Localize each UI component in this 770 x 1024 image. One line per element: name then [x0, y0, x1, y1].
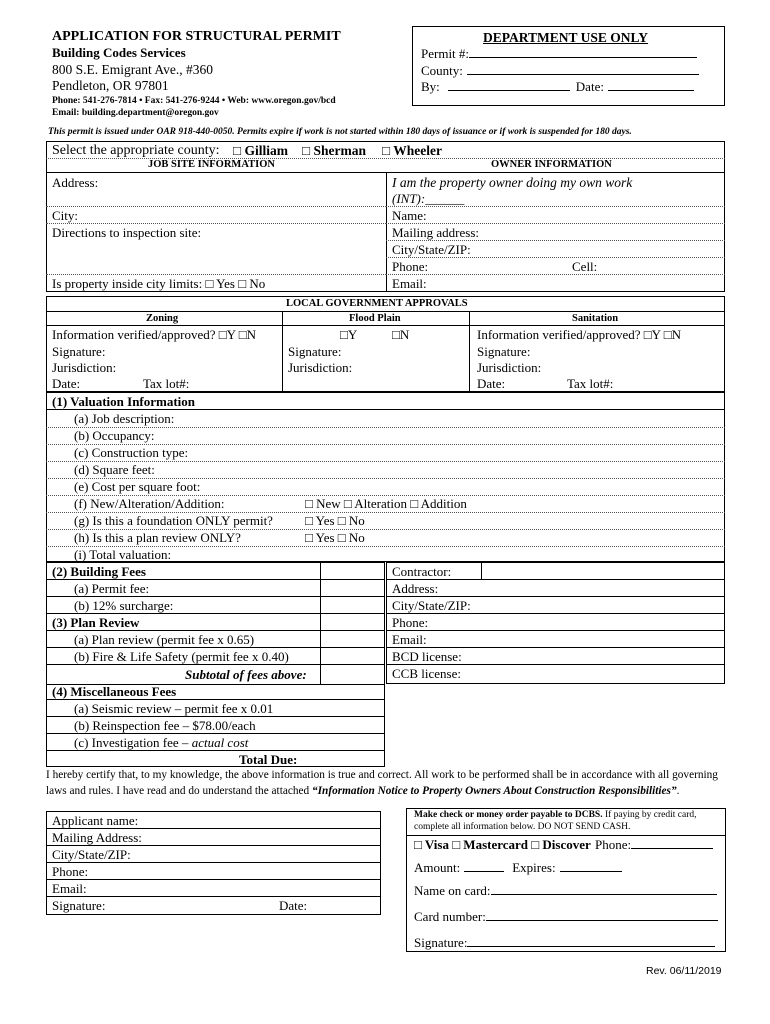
foundation-only-options[interactable]: □ Yes □ No — [305, 513, 365, 528]
certification-period: . — [676, 785, 680, 797]
ccb-license-field[interactable]: CCB license: — [392, 666, 461, 681]
owner-info-heading: OWNER INFORMATION — [491, 159, 612, 170]
contractor-csz-field[interactable]: City/State/ZIP: — [392, 598, 471, 613]
investigation-fee-label: (c) Investigation fee – — [74, 735, 192, 750]
owner-email-field[interactable]: Email: — [392, 276, 427, 291]
owner-name-field[interactable]: Name: — [392, 208, 427, 223]
flood-plain-heading: Flood Plain — [349, 313, 401, 324]
approvals-heading: LOCAL GOVERNMENT APPROVALS — [286, 298, 468, 309]
zoning-verified-field[interactable]: Information verified/approved? □Y □N — [52, 327, 257, 342]
certification-line-1: I hereby certify that, to my knowledge, the above information is true and correct. All work to be performed shall be in accordance with all governing — [46, 769, 718, 781]
org-contact: Phone: 541-276-7814 • Fax: 541-276-9244 • Web: www.oregon.gov/bcd — [52, 96, 336, 106]
owner-mailing-field[interactable]: Mailing address: — [392, 225, 480, 240]
payment-signature-field[interactable] — [414, 935, 715, 950]
owner-phone-field[interactable]: Phone: — [392, 259, 429, 274]
applicant-signature-field[interactable]: Signature: — [52, 898, 106, 913]
flood-signature-field[interactable]: Signature: — [288, 344, 342, 359]
payment-signature-label: Signature: — [414, 935, 468, 950]
surcharge-field[interactable]: (b) 12% surcharge: — [74, 598, 174, 613]
valuation-heading: (1) Valuation Information — [52, 394, 196, 409]
plan-review-fee-field[interactable]: (a) Plan review (permit fee x 0.65) — [74, 632, 255, 647]
zoning-signature-field[interactable]: Signature: — [52, 344, 106, 359]
applicant-name-field[interactable]: Applicant name: — [52, 813, 139, 828]
credit-card-note: If paying by credit card, — [602, 810, 697, 820]
county-option-wheeler[interactable]: □ Wheeler — [382, 143, 443, 158]
flood-yes-checkbox[interactable]: □Y — [340, 327, 358, 342]
payment-phone-field[interactable] — [595, 837, 713, 852]
card-number-label: Card number: — [414, 909, 486, 924]
misc-fees-heading: (4) Miscellaneous Fees — [52, 684, 177, 699]
subtotal-field[interactable]: Subtotal of fees above: — [185, 667, 307, 682]
revision-date: Rev. 06/11/2019 — [646, 965, 722, 977]
valuation-item[interactable]: (d) Square feet: — [74, 462, 155, 477]
payment-phone-label: Phone: — [595, 837, 632, 852]
by-label: By: — [421, 79, 440, 94]
county-select-label: Select the appropriate county: — [52, 143, 220, 158]
sanitation-verified-field[interactable]: Information verified/approved? □Y □N — [477, 327, 682, 342]
job-address-field[interactable]: Address: — [52, 175, 99, 190]
applicant-date-field[interactable]: Date: — [279, 898, 308, 913]
dept-date-label: Date: — [575, 79, 604, 94]
payment-note-1 — [414, 810, 697, 820]
contractor-address-field[interactable]: Address: — [392, 581, 439, 596]
plan-review-only-options[interactable]: □ Yes □ No — [305, 530, 365, 545]
org-address-1: 800 S.E. Emigrant Ave., #360 — [52, 62, 213, 77]
bcd-license-field[interactable]: BCD license: — [392, 649, 462, 664]
department-use-title: DEPARTMENT USE ONLY — [483, 30, 649, 45]
sanitation-heading: Sanitation — [572, 313, 619, 324]
city-limits-field[interactable]: Is property inside city limits: □ Yes □ No — [52, 276, 266, 291]
sanitation-date-field[interactable]: Date: — [477, 376, 506, 391]
certification-text: laws and rules. I have read and do understand the attached — [46, 785, 313, 797]
org-name: Building Codes Services — [52, 45, 186, 60]
county-field[interactable] — [421, 63, 699, 78]
investigation-fee-note: actual cost — [191, 735, 249, 750]
expires-label: Expires: — [512, 860, 556, 875]
card-number-field[interactable] — [414, 909, 718, 924]
owner-self-statement: I am the property owner doing my own work — [392, 175, 633, 190]
contractor-email-field[interactable]: Email: — [392, 632, 427, 647]
payment-note-2: complete all information below. DO NOT SEND CASH. — [414, 822, 631, 832]
reinspection-fee-field[interactable]: (b) Reinspection fee – $78.00/each — [74, 718, 256, 733]
valuation-item[interactable]: (i) Total valuation: — [74, 547, 172, 562]
valuation-item[interactable]: (b) Occupancy: — [74, 428, 155, 443]
flood-jurisdiction-field[interactable]: Jurisdiction: — [288, 360, 353, 375]
job-site-heading: JOB SITE INFORMATION — [148, 159, 275, 170]
permit-number-label: Permit #: — [421, 46, 470, 61]
permit-notice: This permit is issued under OAR 918-440-0050. Permits expire if work is not started within 180 days of issuance or if work is suspended for 180 days. — [48, 127, 632, 137]
information-notice-title: “Information Notice to Property Owners About Construction Responsibilities” — [312, 785, 677, 797]
applicant-mailing-field[interactable]: Mailing Address: — [52, 830, 142, 845]
contractor-field[interactable]: Contractor: — [392, 564, 452, 579]
valuation-item[interactable]: (g) Is this a foundation ONLY permit? — [74, 513, 273, 528]
form-title: APPLICATION FOR STRUCTURAL PERMIT — [52, 29, 341, 44]
flood-no-checkbox[interactable]: □N — [392, 327, 410, 342]
total-due-field[interactable]: Total Due: — [239, 752, 298, 767]
owner-csz-field[interactable]: City/State/ZIP: — [392, 242, 471, 257]
certification-line-2 — [46, 784, 679, 799]
zoning-heading: Zoning — [146, 313, 179, 324]
sanitation-signature-field[interactable]: Signature: — [477, 344, 531, 359]
amount-label: Amount: — [414, 860, 461, 875]
directions-field[interactable]: Directions to inspection site: — [52, 225, 202, 240]
investigation-fee-field[interactable] — [74, 735, 248, 750]
valuation-item[interactable]: (h) Is this a plan review ONLY? — [74, 530, 241, 545]
department-use-box — [412, 26, 725, 106]
by-date-field[interactable] — [421, 79, 694, 94]
applicant-csz-field[interactable]: City/State/ZIP: — [52, 847, 131, 862]
name-on-card-field[interactable] — [414, 883, 717, 898]
owner-cell-field[interactable]: Cell: — [572, 259, 598, 274]
org-email: Email: building.department@oregon.gov — [52, 108, 219, 118]
fire-life-safety-field[interactable]: (b) Fire & Life Safety (permit fee x 0.40) — [74, 649, 289, 664]
job-city-field[interactable]: City: — [52, 208, 79, 223]
contractor-phone-field[interactable]: Phone: — [392, 615, 429, 630]
seismic-review-field[interactable]: (a) Seismic review – permit fee x 0.01 — [74, 701, 274, 716]
owner-int-field[interactable]: (INT):______ — [392, 191, 465, 206]
county-option-sherman[interactable]: □ Sherman — [302, 143, 367, 158]
valuation-item[interactable]: (c) Construction type: — [74, 445, 189, 460]
zoning-date-field[interactable]: Date: — [52, 376, 81, 391]
building-fees-heading: (2) Building Fees — [52, 564, 146, 579]
sanitation-taxlot-field[interactable]: Tax lot#: — [567, 376, 614, 391]
payable-to: Make check or money order payable to DCBS. — [414, 810, 603, 820]
county-label: County: — [421, 63, 463, 78]
amount-field[interactable] — [414, 860, 622, 875]
county-option-gilliam[interactable]: □ Gilliam — [233, 143, 289, 158]
work-type-options[interactable]: □ New □ Alteration □ Addition — [305, 496, 467, 511]
plan-review-heading: (3) Plan Review — [52, 615, 140, 630]
name-on-card-label: Name on card: — [414, 883, 491, 898]
valuation-item[interactable]: (f) New/Alteration/Addition: — [74, 496, 225, 511]
applicant-phone-field[interactable]: Phone: — [52, 864, 89, 879]
permit-fee-field[interactable]: (a) Permit fee: — [74, 581, 150, 596]
applicant-email-field[interactable]: Email: — [52, 881, 87, 896]
permit-number-field[interactable] — [421, 46, 697, 61]
valuation-item[interactable]: (e) Cost per square foot: — [74, 479, 201, 494]
zoning-taxlot-field[interactable]: Tax lot#: — [143, 376, 190, 391]
org-address-2: Pendleton, OR 97801 — [52, 78, 169, 93]
card-type-options[interactable]: □ Visa □ Mastercard □ Discover — [414, 837, 591, 852]
zoning-jurisdiction-field[interactable]: Jurisdiction: — [52, 360, 117, 375]
sanitation-jurisdiction-field[interactable]: Jurisdiction: — [477, 360, 542, 375]
valuation-item[interactable]: (a) Job description: — [74, 411, 175, 426]
